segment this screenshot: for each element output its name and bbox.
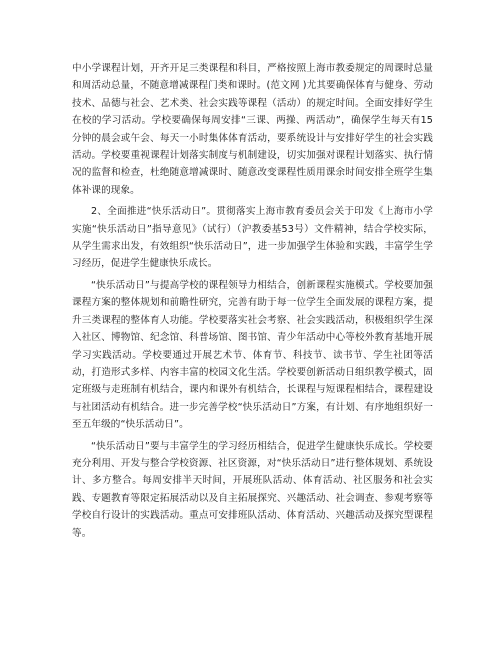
paragraph-happy-activity-day: 2、全面推进“快乐活动日”。贯彻落实上海市教育委员会关于印发《上海市小学实施“快乐活动日”指导意见》（试行）（沪教委基53号）文件精神，结合学校实际，从学生需求出发，有效组织“快乐活动日”，进一步加强学生体验和实践，丰富学生学习经历，促进学生健康快乐成长。 <box>72 206 433 270</box>
paragraph-curriculum-leadership: “快乐活动日”与提高学校的课程领导力相结合，创新课程实施模式。学校要加强课程方案的整体规划和前瞻性研究，完善有助于每一位学生全面发展的课程方案，提升三类课程的整体育人功能。学校要落实社会考察、社会实践活动，积极组织学生深入社区、博物馆、纪念馆、科普场馆、图书馆、青少年活动中心等校外教育基地开展学习实践活动。学校要通过开展艺术节、体育节、科技节、读书节、学生社团等活动，打造形式多样、内容丰富的校园文化生活。学校要创新活动日组织教学模式，固定班级与走班制有机结合，课内和课外有机结合，长课程与短课程相结合，课程建设与社团活动有机结合。进一步完善学校“快乐活动日”方案，有计划、有序地组织好一至五年级的“快乐活动日”。 <box>72 279 433 431</box>
paragraph-learning-experience: “快乐活动日”要与丰富学生的学习经历相结合，促进学生健康快乐成长。学校要充分利用、开发与整合学校资源、社区资源，对“快乐活动日”进行整体规划、系统设计、多方整合。每周安排半天时间，开展班队活动、体育活动、社区服务和社会实践、专题教育等限定拓展活动以及自主拓展探究、兴趣活动、社会调查、参观考察等学校自行设计的实践活动。重点可安排班队活动、体育活动、兴趣活动及探究型课程等。 <box>72 440 433 539</box>
paragraph-course-plan: 中小学课程计划，开齐开足三类课程和科目，严格按照上海市教委规定的周课时总量和周活动总量，不随意增减课程门类和课时。(范文网 )尤其要确保体育与健身、劳动技术、品德与社会、艺术类、社会实践等课程（活动）的规定时间。全面安排好学生在校的学习活动。学校要确保每周安排“三课、两操、两活动”，确保学生每天有15分钟的晨会或午会、每天一小时集体体育活动，要系统设计与安排好学生的社会实践活动。学校要重视课程计划落实制度与机制建设，切实加强对课程计划落实、执行情况的监督和检查，杜绝随意增减课时、随意改变课程性质用课余时间安排全班学生集体补课的现象。 <box>72 63 433 196</box>
document-body <box>72 60 433 546</box>
